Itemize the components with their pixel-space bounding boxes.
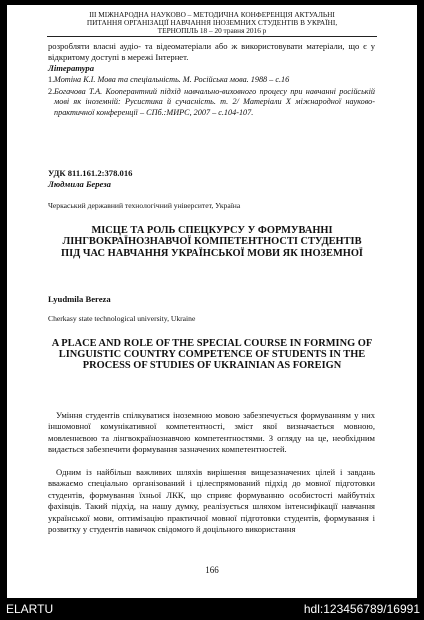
header-rule bbox=[47, 36, 377, 37]
header-line-2: ПИТАННЯ ОРГАНІЗАЦІЇ НАВЧАННЯ ІНОЗЕМНИХ СТУДЕНТІВ В УКРАЇНІ, bbox=[86, 18, 338, 28]
reference-number: 1. bbox=[48, 75, 55, 84]
udc-code: УДК 811.161.2:378.016 bbox=[48, 168, 133, 178]
reference-item: Богачова Т.А. Кооперантний підхід навчально-виховного процесу при навчанні російській мові як іноземній: Русистика й сучасність. т. 2/ Матеріали Х міжнародної науково-практичної конференції – СПб.:МИРС, 2007 – с.104-107. bbox=[54, 87, 375, 117]
page-number: 166 bbox=[205, 565, 219, 575]
literature-heading: Література bbox=[48, 63, 95, 73]
footer-handle: hdl:123456789/16991 bbox=[303, 602, 420, 616]
reference-number: 2. bbox=[48, 87, 55, 96]
header-line-1: III МІЖНАРОДНА НАУКОВО – МЕТОДИЧНА КОНФЕРЕНЦІЯ АКТУАЛЬНІ bbox=[89, 10, 335, 19]
header-line-3: ТЕРНОПІЛЬ 18 – 20 травня 2016 р bbox=[157, 26, 267, 36]
body-paragraph-2: Одним із найбільш важливих шляхів вирішення вищезазначених цілей і завдань вважаємо спеціально організований і цілеспрямований підхід до мовної підготовки студентів, формування їхньої ЛКК, що сприяє формуванню особистості майбутніх фахівців. Такий підхід, на нашу думку, реалізується шляхом інтенсифікації навчання української мови, оптимізацію практичної мовної підготовки студентів, формування і розвитку у студентів навичок свідомого й доцільного використання bbox=[48, 467, 375, 535]
affiliation-en: Cherkasy state technological university, Ukraine bbox=[48, 314, 196, 323]
article-title-ua: МІСЦЕ ТА РОЛЬ СПЕЦКУРСУ У ФОРМУВАННІ ЛІНГВОКРАЇНОЗНАВЧОЇ КОМПЕТЕНТНОСТІ СТУДЕНТІВ ПІД ЧАС НАВЧАННЯ УКРАЇНСЬКОЇ МОВИ ЯК ІНОЗЕМНОЇ bbox=[61, 225, 363, 259]
previous-article-text: розробляти власні аудіо- та відеоматеріали або ж використовувати матеріали, що є у відкритому доступі в мережі Інтернет. bbox=[48, 41, 375, 62]
running-header bbox=[7, 11, 417, 36]
affiliation-ua: Черкаський державний технологічний університет, Україна bbox=[48, 201, 241, 210]
author-en: Lyudmila Bereza bbox=[48, 294, 111, 304]
author-ua: Людмила Береза bbox=[48, 179, 111, 189]
document-page bbox=[7, 5, 417, 598]
article-title-en: A PLACE AND ROLE OF THE SPECIAL COURSE IN FORMING OF LINGUISTIC COUNTRY COMPETENCE OF STUDENTS IN THE PROCESS OF STUDIES OF UKRAINIAN AS FOREIGN bbox=[51, 338, 373, 372]
reference-item: Мотіна К.І. Мова та спеціальність. М. Російська мова. 1988 – с.16 bbox=[54, 75, 290, 84]
footer-repository-label: ELARTU bbox=[6, 602, 54, 616]
body-paragraph-1: Уміння студентів спілкуватися іноземною мовою забезпечується формуванням у них іншомовної комунікативної компетентності, зміст якої визначається мовною, мовленнєвою та лінгвокраїнознавчою компетентностями. З огляду на це, необхідним видається забезпечити формування зазначених компетентностей. bbox=[48, 410, 375, 455]
